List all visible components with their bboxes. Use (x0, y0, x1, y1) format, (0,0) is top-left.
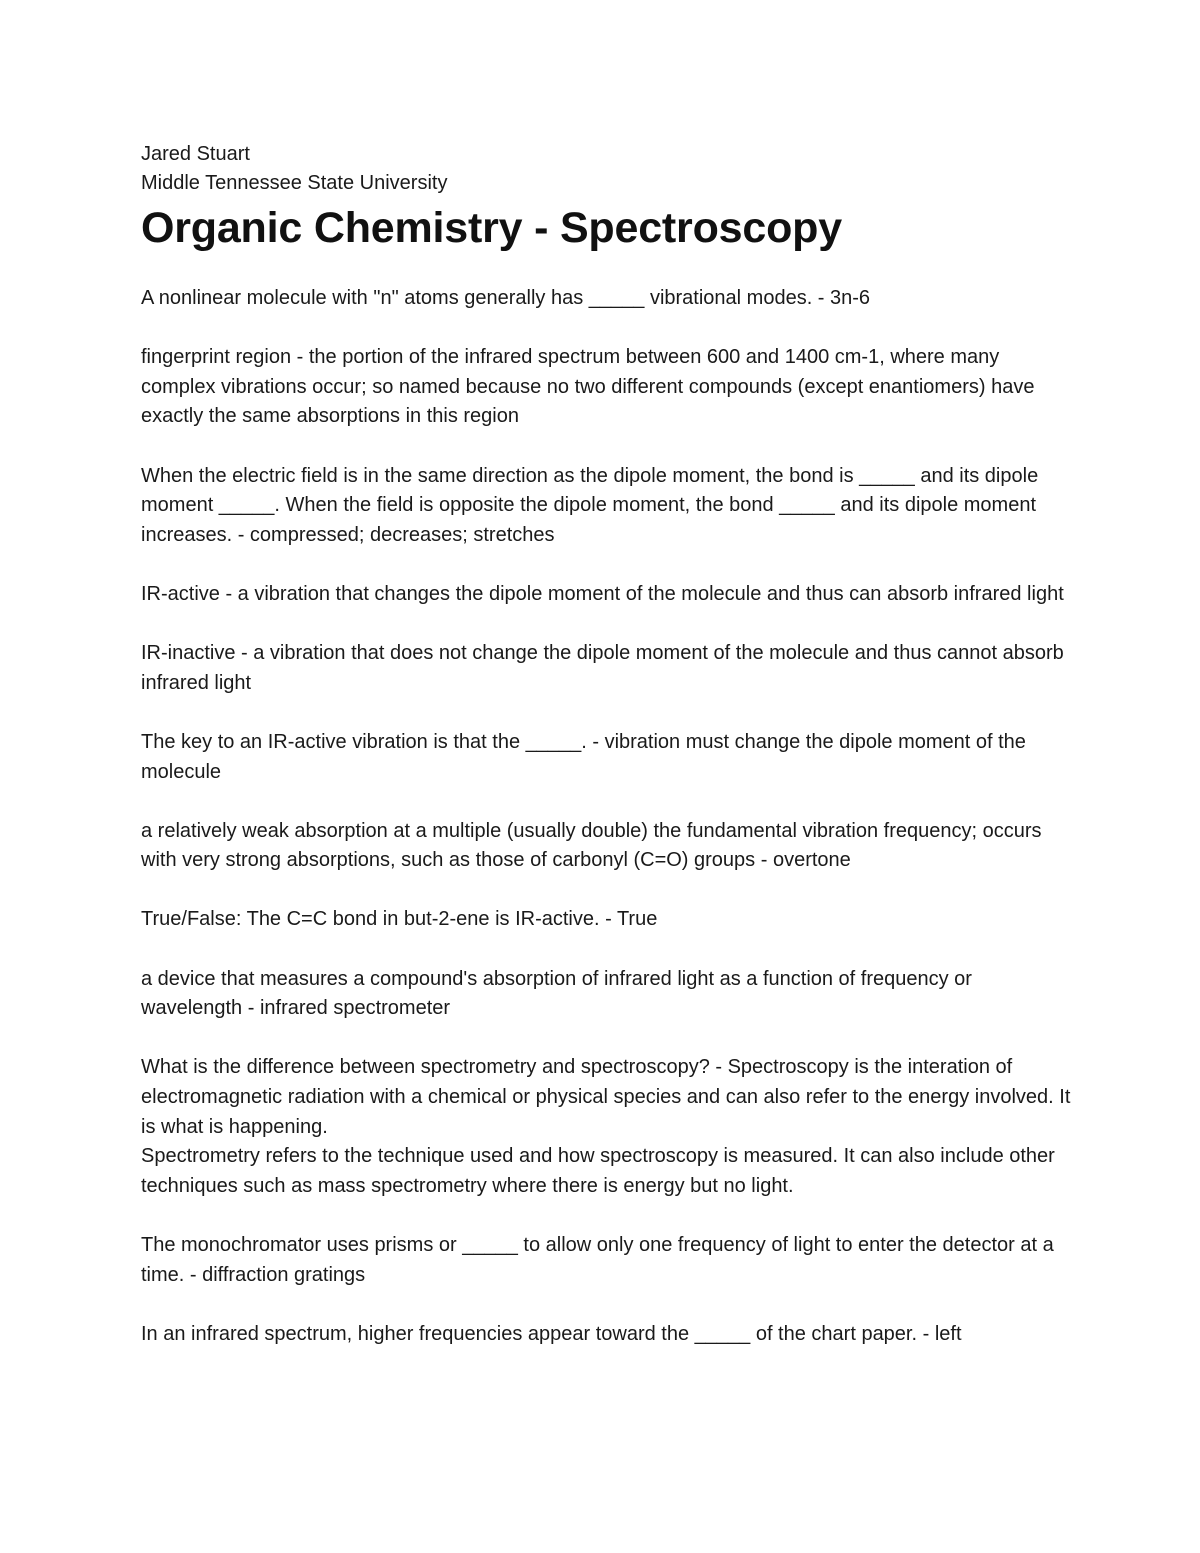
flashcard-entry: fingerprint region - the portion of the infrared spectrum between 600 and 1400 cm-1, where many complex vibrations occur; so named because no two different compounds (except enantiomers) have exactly the same absorptions in this region (141, 346, 1035, 428)
flashcard-entry: When the electric field is in the same direction as the dipole moment, the bond is _____ and its dipole moment _____. When the field is opposite the dipole moment, the bond _____ and its dipole moment increases. - compressed; decreases; stretches (141, 464, 1039, 546)
flashcard-entry: True/False: The C=C bond in but-2-ene is IR-active. - True (141, 908, 658, 931)
flashcard-entry: IR-inactive - a vibration that does not change the dipole moment of the molecule and thus cannot absorb infrared light (141, 642, 1064, 694)
flashcard-entry: In an infrared spectrum, higher frequencies appear toward the _____ of the chart paper. - left (141, 1322, 962, 1345)
flashcard-entry: a relatively weak absorption at a multiple (usually double) the fundamental vibration frequency; occurs with very strong absorptions, such as those of carbonyl (C=O) groups - overtone (141, 819, 1042, 872)
flashcard-entry: The key to an IR-active vibration is that the _____. - vibration must change the dipole moment of the molecule (141, 730, 1026, 783)
document-title: Organic Chemistry - Spectroscopy (141, 204, 842, 252)
flashcard-entry: IR-active - a vibration that changes the dipole moment of the molecule and thus can absorb infrared light (141, 582, 1064, 605)
university-name: Middle Tennessee State University (141, 172, 448, 194)
flashcard-entry-continued: Spectrometry refers to the technique used and how spectroscopy is measured. It can also include other techniques such as mass spectrometry where there is energy but no light. (141, 1145, 1055, 1197)
flashcard-entry: What is the difference between spectrometry and spectroscopy? - Spectroscopy is the interation of electromagnetic radiation with a chemical or physical species and can also refer to the energy involved. It is what is happening. (141, 1056, 1071, 1138)
author-name: Jared Stuart (141, 143, 250, 165)
flashcard-entry: A nonlinear molecule with "n" atoms generally has _____ vibrational modes. - 3n-6 (141, 287, 871, 309)
flashcard-entry: The monochromator uses prisms or _____ to allow only one frequency of light to enter the detector at a time. - diffraction gratings (141, 1234, 1054, 1286)
flashcard-entry: a device that measures a compound's absorption of infrared light as a function of frequency or wavelength - infrared spectrometer (141, 967, 972, 1020)
document-page (141, 140, 1071, 1379)
